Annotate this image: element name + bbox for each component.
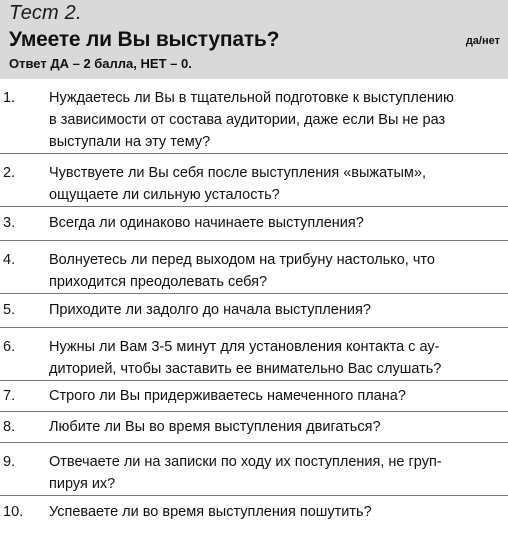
question-row <box>0 241 508 294</box>
question-row <box>0 381 508 412</box>
question-text <box>49 249 469 293</box>
question-text-line: Чувствуете ли Вы себя после выступления «выжатым», <box>49 165 426 181</box>
question-text-line: Приходите ли задолго до начала выступления? <box>49 302 371 318</box>
question-text-line: Отвечаете ли на записки по ходу их поступления, не груп- <box>49 454 442 470</box>
question-row <box>0 79 508 154</box>
question-text-line: Успеваете ли во время выступления пошутить? <box>49 504 372 520</box>
question-number: 5. <box>3 302 16 318</box>
question-number: 4. <box>3 252 16 268</box>
question-text-line: Любите ли Вы во время выступления двигаться? <box>49 419 381 435</box>
question-text-line: диторией, чтобы заставить ее внимательно Вас слушать? <box>49 361 442 377</box>
question-text <box>49 451 469 495</box>
test-title: Умеете ли Вы выступать? <box>9 28 280 51</box>
question-row <box>0 207 508 241</box>
question-number: 7. <box>3 388 16 404</box>
question-text <box>49 416 469 438</box>
question-text-line: Всегда ли одинаково начинаете выступления? <box>49 215 364 231</box>
answer-rule: Ответ ДА – 2 балла, НЕТ – 0. <box>9 56 192 71</box>
question-text-line: приходится преодолевать себя? <box>49 274 268 290</box>
question-number: 6. <box>3 339 16 355</box>
test-header <box>0 0 508 79</box>
question-row <box>0 328 508 381</box>
questions-list <box>0 79 508 530</box>
question-text <box>49 336 469 380</box>
question-number: 1. <box>3 90 16 106</box>
question-text-line: пируя их? <box>49 476 116 492</box>
question-number: 3. <box>3 215 16 231</box>
question-text <box>49 299 469 321</box>
test-number: Тест 2. <box>9 2 82 24</box>
question-text <box>49 212 469 234</box>
question-text-line: Нуждаетесь ли Вы в тщательной подготовке к выступлению <box>49 90 454 106</box>
question-text-line: выступали на эту тему? <box>49 134 211 150</box>
question-text <box>49 501 469 523</box>
question-number: 8. <box>3 419 16 435</box>
question-text <box>49 87 469 153</box>
question-row <box>0 412 508 443</box>
question-text-line: Волнуетесь ли перед выходом на трибуну настолько, что <box>49 252 435 268</box>
question-text-line: в зависимости от состава аудитории, даже если Вы не раз <box>49 112 446 128</box>
question-row <box>0 154 508 207</box>
question-number: 9. <box>3 454 16 470</box>
answer-columns-header: да/нет <box>465 35 500 47</box>
question-text-line: Строго ли Вы придерживаетесь намеченного плана? <box>49 388 406 404</box>
question-text-line: ощущаете ли сильную усталость? <box>49 187 280 203</box>
question-row <box>0 443 508 496</box>
question-number: 10. <box>3 504 24 520</box>
question-row <box>0 294 508 328</box>
question-text <box>49 385 469 407</box>
question-text-line: Нужны ли Вам 3-5 минут для установления контакта с ау- <box>49 339 440 355</box>
question-number: 2. <box>3 165 16 181</box>
question-row <box>0 496 508 530</box>
question-text <box>49 162 469 206</box>
